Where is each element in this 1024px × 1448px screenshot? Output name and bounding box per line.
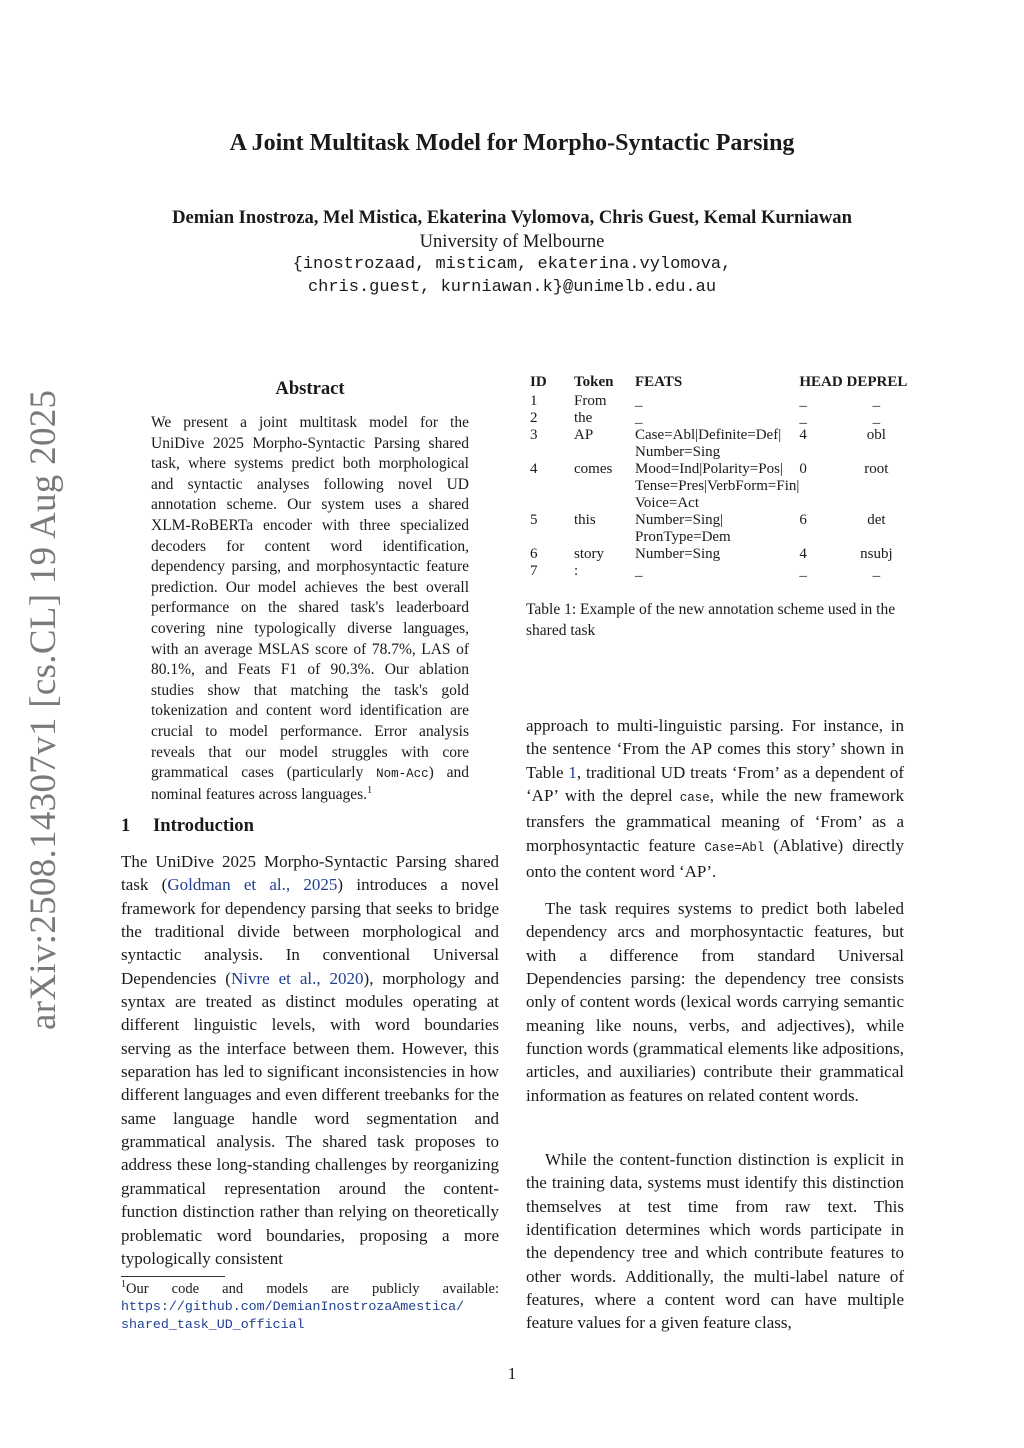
table-cell-deprel: root [864,461,889,477]
page-number: 1 [507,1364,517,1383]
abstract-body: We present a joint multitask model for the UniDive 2025 Morpho-Syntactic Parsing shared task, where systems predict both morphological and syntactic analyses following novel UD annotation scheme. Our system uses a shared XLM-RoBERTa encoder with three specialized decoders for content word identification, dependency parsing, and morphosyntactic feature prediction. Our model achieves the best overall performance on the shared task's leaderboard covering nine typologically diverse languages, with an average MSLAS score of 78.7%, LAS of 80.1%, and Feats F1 of 90.3%. Our ablation studies show that matching the task's gold tokenization and content word identification are crucial to model performance. Error analysis reveals that our model struggles with core grammatical cases (particularly Nom-Acc) and nominal features across languages.$^1$ [151,414,470,803]
table-cell-token: story [574,546,604,562]
intro-paragraph-2: The task requires systems to predict both labeled dependency arcs and morphosyntactic features, but with a difference from standard Universal Dependencies parsing: the dependency tree consists only of content words (lexical words carrying semantic meaning like nouns, verbs, and adjectives), while function words (grammatical elements like adpositions, articles, and auxiliaries) contribute their grammatical information as features on related content words. [526,899,904,1105]
table-cell-token: AP [574,427,594,443]
table-row [530,563,907,580]
table-cell-feats: _ [635,410,643,426]
email-line-1: {inostrozaad, misticam, ekaterina.vylomova, [292,255,732,274]
table-cell-deprel: det [867,512,886,528]
table-header: HEAD [799,374,843,390]
table-cell-feats: _ [635,563,643,579]
abstract-heading: Abstract [275,378,345,399]
table-cell-token: comes [574,461,613,477]
table-header-row [530,374,907,393]
email-line-2: chris.guest, kurniawan.k}@unimelb.edu.au [307,278,717,297]
table-cell-head: _ [799,563,807,579]
table-cell-token: this [574,512,596,528]
table-cell-head: 6 [799,512,807,528]
footnote-rule [121,1276,225,1277]
table-cell-head: 0 [799,461,807,477]
table-row [530,461,907,512]
table-header: FEATS [635,374,683,390]
table-cell-feats: Case=Abl|Definite=Def| Number=Sing [635,427,782,460]
table-cell-id: 5 [530,512,538,528]
table-cell-head: 4 [799,546,807,562]
intro-right-column-cont [526,714,904,883]
table-row [530,546,907,563]
paper-title: A Joint Multitask Model for Morpho-Syntactic Parsing [229,130,795,156]
author-list: Demian Inostroza, Mel Mistica, Ekaterina Vylomova, Chris Guest, Kemal Kurniawan [172,207,852,228]
table-cell-feats: _ [635,393,643,409]
section-heading-introduction: 1 Introduction [121,815,254,836]
table-cell-id: 6 [530,546,538,562]
intro-paragraph-1: The UniDive 2025 Morpho-Syntactic Parsing shared task (Goldman et al., 2025) introduces a novel framework for dependency parsing that seeks to bridge the traditional divide between morphological and syntactic analysis. In conventional Universal Dependencies (Nivre et al., 2020), morphology and syntax are treated as distinct modules operating at different linguistic levels, with word boundaries serving as the interface between them. However, this separation has led to significant inconsistencies in how different languages and even different treebanks for the same language handle word segmentation and grammatical analysis. The shared task proposes to address these long-standing challenges by reorganizing grammatical representation around the content-function distinction rather than relying on theoretically problematic word boundaries, proposing a more typologically consistent [121,852,500,1268]
table-cell-deprel: _ [872,563,881,579]
table-cell-feats: Mood=Ind|Polarity=Pos| Tense=Pres|VerbForm=Fin| Voice=Act [635,461,800,511]
annotation-example-table [530,374,907,580]
footnote-marker: 1 [367,784,373,796]
table-row [530,393,907,410]
table-cell-id: 1 [530,393,538,409]
intro-left-column [121,850,499,1270]
code-case: case [679,791,710,806]
table-cell-deprel: obl [866,427,886,443]
table-cell-deprel: _ [872,410,881,426]
table-cell-head: 4 [799,427,807,443]
table-cell-id: 7 [530,563,538,579]
citation-goldman-2025[interactable]: Goldman et al., 2025 [167,875,338,895]
table-reference-link[interactable]: 1 [568,762,577,782]
affiliation: University of Melbourne [419,231,605,252]
intro-paragraph-1-cont: approach to multi-linguistic parsing. For instance, in the sentence ‘From the AP comes this story’ shown in Table 1, traditional UD treats ‘From’ as a dependent of ‘AP’ with the deprel case, while the new framework transfers the grammatical meaning of ‘From’ as a morphosyntactic feature Case=Abl (Ablative) directly onto the content word ‘AP’. [526,716,904,882]
table-cell-token: From [574,393,607,409]
citation-nivre-2020[interactable]: Nivre et al., 2020 [230,968,364,988]
table-cell-feats: Number=Sing [635,546,721,562]
table-cell-id: 2 [530,410,538,426]
footnote: $^1$Our code and models are publicly available: https://github.com/DemianInostrozaAmestica/ shared_task_UD_official [121,1279,499,1332]
abstract-code-nom-acc: Nom-Acc [376,767,429,782]
table-cell-token: the [574,410,593,426]
table-header: ID [530,374,547,390]
table-cell-deprel: nsubj [860,546,893,562]
footnote-url-link[interactable]: https://github.com/DemianInostrozaAmestica/ shared_task_UD_official [121,1299,465,1332]
code-case-abl: Case=Abl [704,840,765,855]
table-cell-head: _ [799,393,807,409]
table-row [530,410,907,427]
table-cell-deprel: _ [872,393,881,409]
table-cell-id: 3 [530,427,538,443]
table-cell-head: _ [799,410,807,426]
table-cell-token: : [574,563,579,579]
arxiv-identifier: arXiv:2508.14307v1 [cs.CL] 19 Aug 2025 [23,389,64,1030]
table-row [530,512,907,546]
table-header: DEPREL [846,374,908,390]
table-caption: Table 1: Example of the new annotation scheme used in the shared task [526,601,896,639]
intro-paragraph-3: While the content-function distinction is explicit in the training data, systems must identify this distinction themselves at test time from raw text. This identification determines which words participate in the dependency tree and which contribute features to other words. Additionally, the multi-label nature of features, where a content word can have multiple feature values for a given feature class, [526,1150,904,1333]
table-cell-feats: Number=Sing| PronType=Dem [635,512,731,545]
table-cell-id: 4 [530,461,538,477]
table-row [530,427,907,461]
table-header: Token [574,374,614,390]
